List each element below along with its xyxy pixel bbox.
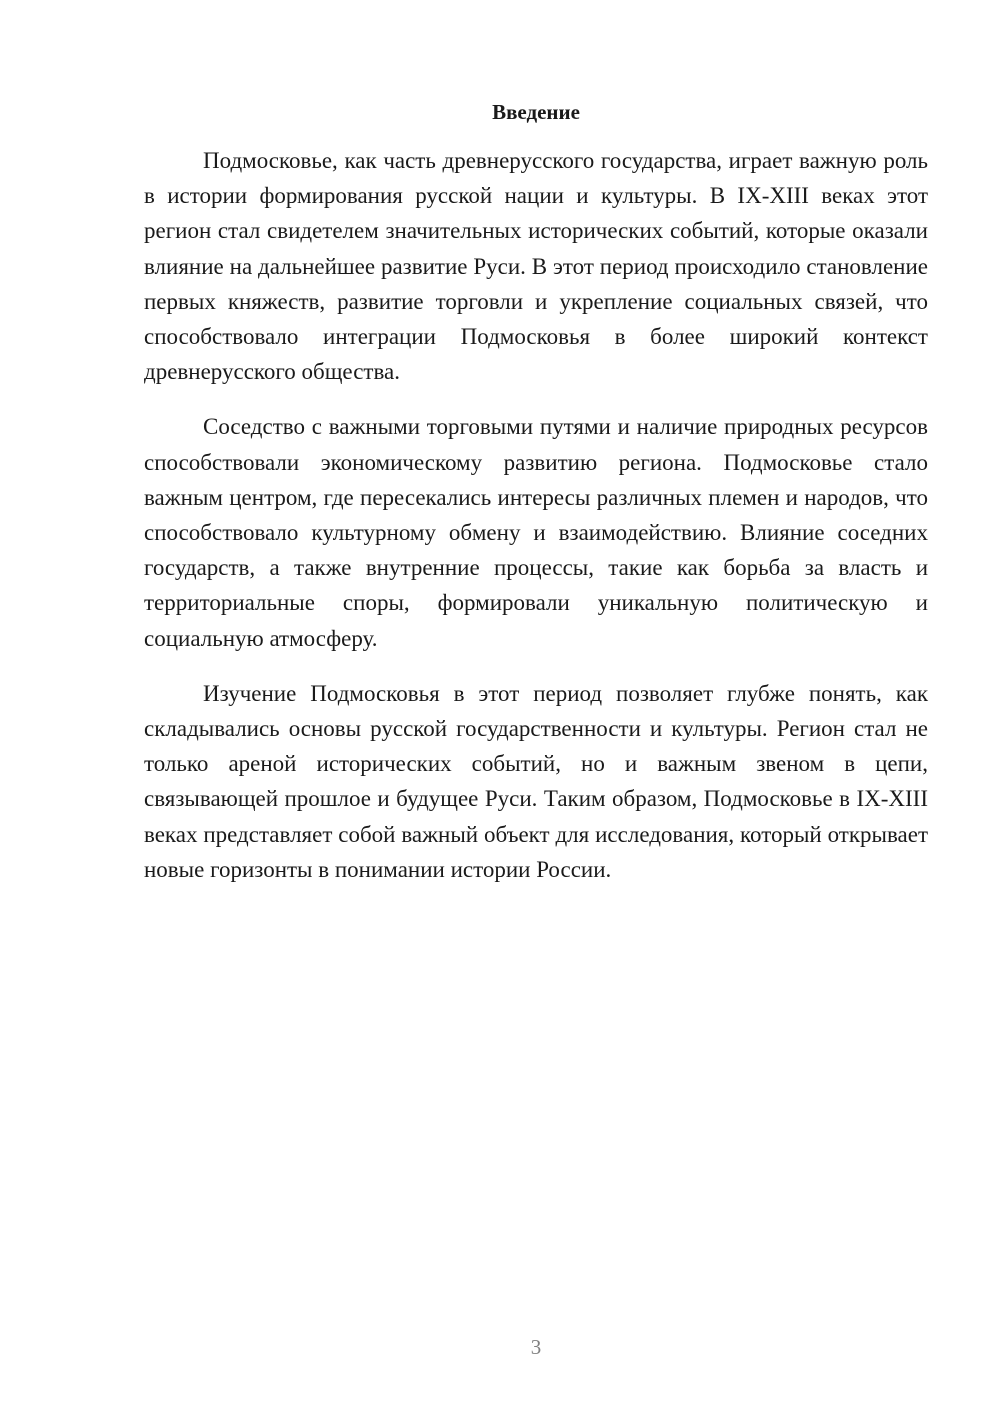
body-text xyxy=(144,143,928,907)
section-heading: Введение xyxy=(492,100,580,124)
paragraph-1: Подмосковье, как часть древнерусского государства, играет важную роль в истории формирования русской нации и культуры. В IX-XIII веках этот регион стал свидетелем значительных исторических событий, которые оказали влияние на дальнейшее развитие Руси. В этот период происходило становление первых княжеств, развитие торговли и укрепление социальных связей, что способствовало интеграции Подмосковья в более широкий контекст древнерусского общества. xyxy=(144,148,928,385)
paragraph-2: Соседство с важными торговыми путями и наличие природных ресурсов способствовали экономическому развитию региона. Подмосковье стало важным центром, где пересекались интересы различных племен и народов, что способствовало культурному обмену и взаимодействию. Влияние соседних государств, а также внутренние процессы, такие как борьба за власть и территориальные споры, формировали уникальную политическую и социальную атмосферу. xyxy=(144,414,928,651)
paragraph-3: Изучение Подмосковья в этот период позволяет глубже понять, как складывались основы русской государственности и культуры. Регион стал не только ареной исторических событий, но и важным звеном в цепи, связывающей прошлое и будущее Руси. Таким образом, Подмосковье в IX-XIII веках представляет собой важный объект для исследования, который открывает новые горизонты в понимании истории России. xyxy=(144,680,928,882)
page-number: 3 xyxy=(530,1335,542,1359)
